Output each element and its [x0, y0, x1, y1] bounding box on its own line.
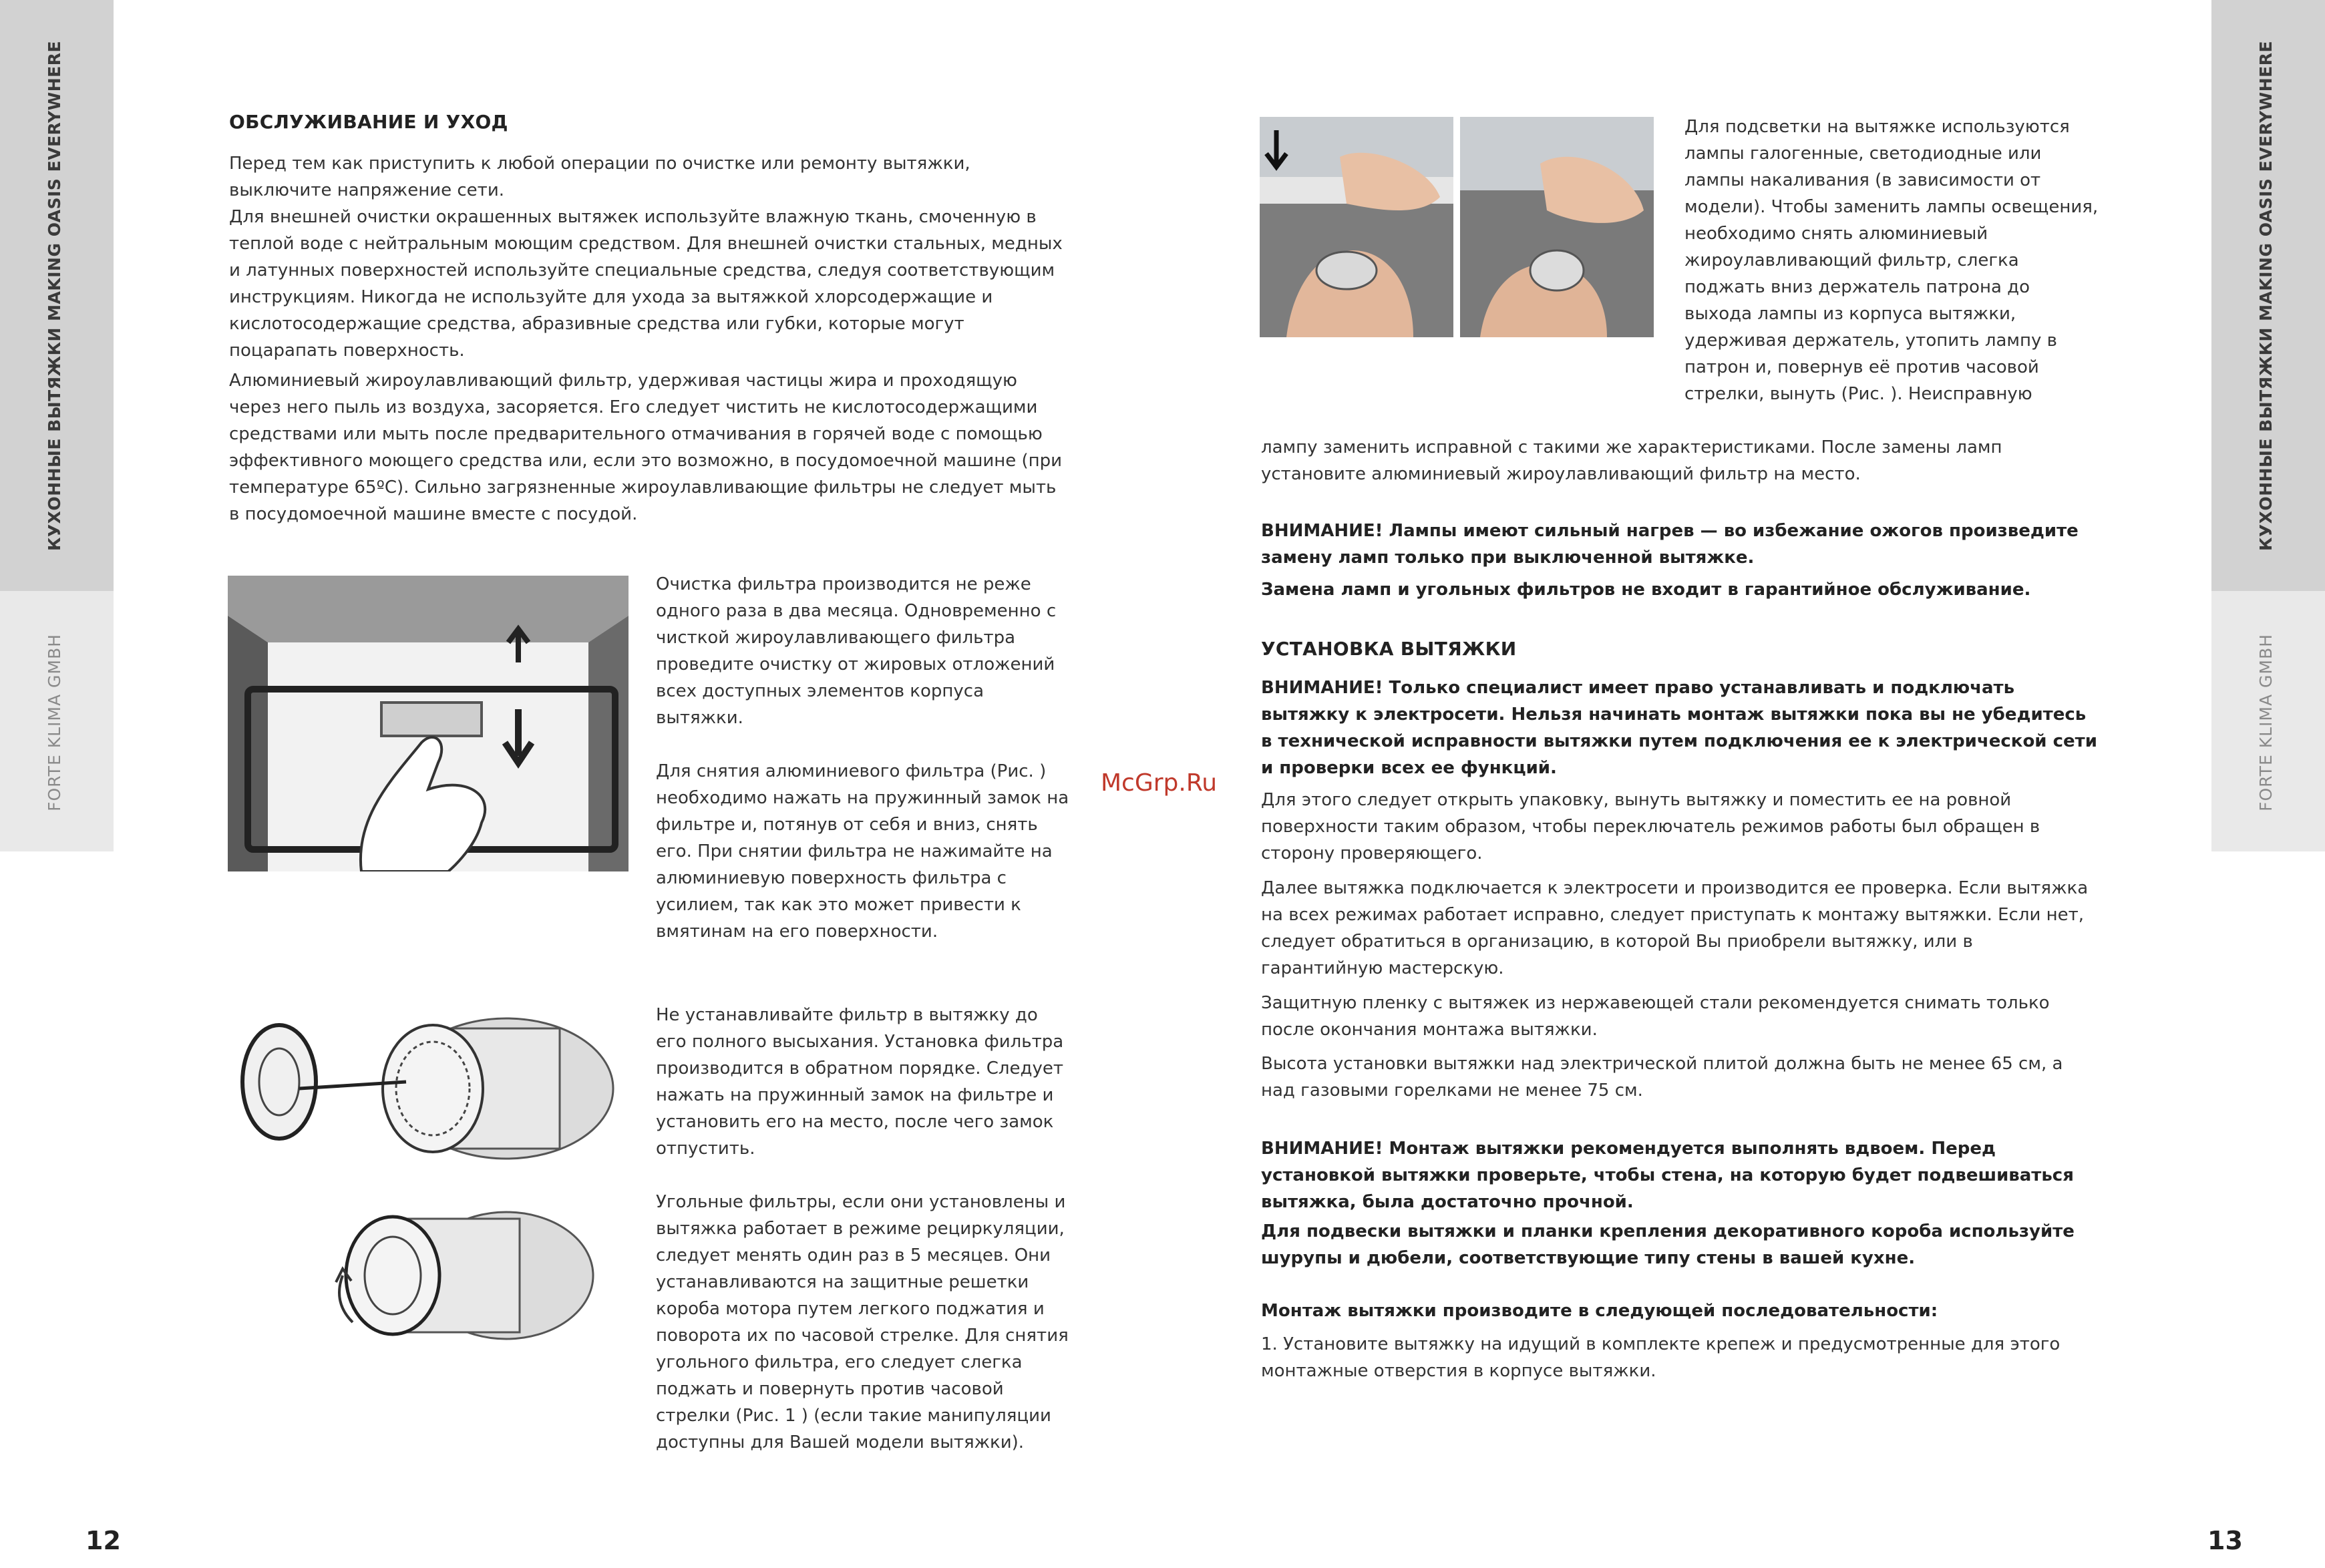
unpack-paragraph: Для этого следует открыть упаковку, вынуть вытяжку и поместить ее на ровной поверхности таким образом, чтобы переключатель режимов работы был обращен в сторону проверяющего.: [1261, 790, 2040, 863]
watermark-text: McGrp.Ru: [1101, 769, 1218, 797]
check-paragraph: Далее вытяжка подключается к электросети и производится ее проверка. Если вытяжка на всех режимах работает исправно, следует приступать к монтажу вытяжки. Если нет, следует обратиться в организацию, в которой Вы приобрели вытяжку, или в гарантийную мастерскую.: [1261, 878, 2089, 978]
page-number-right: 13: [2207, 1526, 2243, 1555]
lamp-heat-warning: ВНИМАНИЕ! Лампы имеют сильный нагрев — во избежание ожогов произведите замену ламп только при выключенной вытяжке.: [1261, 521, 2079, 568]
carbon-filter-illustration: [226, 988, 633, 1369]
installation-heading: УСТАНОВКА ВЫТЯЖКИ: [1261, 638, 1517, 660]
warranty-note: Замена ламп и угольных фильтров не входит в гарантийное обслуживание.: [1261, 580, 2031, 600]
specialist-warning: ВНИМАНИЕ! Только специалист имеет право устанавливать и подключать вытяжку к электросети. Нельзя начинать монтаж вытяжки пока вы не убедитесь в технической исправности вытяжки путем подключения ее к электрической сети и проверки всех ее функций.: [1261, 678, 2097, 778]
sequence-title: Монтаж вытяжки производите в следующей последовательности:: [1261, 1301, 1938, 1321]
filter-cleaning-paragraph: Алюминиевый жироулавливающий фильтр, удерживая частицы жира и проходящую через него пыль из воздуха, засоряется. Его следует чистить не кислотосодержащими средствами или мыть после предварительного отмачивания в горячей воде с помощью эффективного моющего средства или, если это возможно, в посудомоечной машине (при температуре 65ºС). Сильно загрязненные жироулавливающие фильтры не следует мыть в посудомоечной машине вместе с посудой.: [229, 371, 1063, 524]
maintenance-heading: ОБСЛУЖИВАНИЕ И УХОД: [229, 111, 508, 133]
lamp-replacement-continued: лампу заменить исправной с такими же характеристиками. После замены ламп установите алюминиевый жироулавливающий фильтр на место.: [1261, 437, 2002, 484]
left-sidebar-brand-text: КУХОННЫЕ ВЫТЯЖКИ MAKING OASIS EVERYWHERE: [45, 40, 64, 552]
installation-height-paragraph: Высота установки вытяжки над электрической плитой должна быть не менее 65 см, а над газовыми горелками не менее 75 см.: [1261, 1054, 2063, 1101]
lamp-replacement-photos: [1260, 117, 1654, 337]
two-person-warning: ВНИМАНИЕ! Монтаж вытяжки рекомендуется выполнять вдвоем. Перед установкой вытяжки проверьте, чтобы стена, на которую будет подвешиваться вытяжка, была достаточно прочной.: [1261, 1139, 2074, 1212]
right-sidebar-company-text: FORTE KLIMA GMBH: [2256, 634, 2276, 811]
installation-step-1: 1. Установите вытяжку на идущий в комплекте крепеж и предусмотренные для этого монтажные отверстия в корпусе вытяжки.: [1261, 1334, 2061, 1381]
carbon-filter-text: Угольные фильтры, если они установлены и вытяжка работает в режиме рециркуляции, следует менять один раз в 5 месяцев. Они устанавливаются на защитные решетки короба мотора путем легкого поджатия и поворота их по часовой стрелке. Для снятия угольного фильтра, его следует слегка поджать и повернуть против часовой стрелки (Рис. 1 ) (если такие манипуляции доступны для Вашей модели вытяжки).: [656, 1192, 1069, 1452]
screws-note: Для подвески вытяжки и планки крепления декоративного короба используйте шурупы и дюбели, соответствующие типу стены в вашей кухне.: [1261, 1221, 2075, 1268]
lamp-replacement-text: Для подсветки на вытяжке используются лампы галогенные, светодиодные или лампы накаливания (в зависимости от модели). Чтобы заменить лампы освещения, необходимо снять алюминиевый жироулавливающий фильтр, слегка поджать вниз держатель патрона до выхода лампы из корпуса вытяжки, удерживая держатель, утопить лампу в патрон и, повернув её против часовой стрелки, вынуть (Рис. ). Неисправную: [1684, 117, 2099, 404]
filter-removal-illustration: [228, 576, 629, 871]
protective-film-paragraph: Защитную пленку с вытяжек из нержавеющей стали рекомендуется снимать только после окончания монтажа вытяжки.: [1261, 993, 2050, 1040]
exterior-cleaning-paragraph: Для внешней очистки окрашенных вытяжек используйте влажную ткань, смоченную в теплой воде с нейтральным моющим средством. Для внешней очистки стальных, медных и латунных поверхностей используйте специальные средства, следуя соответствующим инструкциям. Никогда не используйте для ухода за вытяжкой хлорсодержащие и кислотосодержащие средства, абразивные средства или губки, которые могут поцарапать поверхность.: [229, 207, 1063, 361]
filter-install-text: Не устанавливайте фильтр в вытяжку до его полного высыхания. Установка фильтра производится в обратном порядке. Следует нажать на пружинный замок на фильтре и установить его на место, после чего замок отпустить.: [656, 1005, 1064, 1159]
filter-removal-text: Для снятия алюминиевого фильтра (Рис. ) необходимо нажать на пружинный замок на фильтре и, потянув от себя и вниз, снять его. При снятии фильтра не нажимайте на алюминиевую поверхность фильтра с усилием, так как это может привести к вмятинам на его поверхности.: [656, 761, 1069, 942]
right-sidebar-brand-text: КУХОННЫЕ ВЫТЯЖКИ MAKING OASIS EVERYWHERE: [2256, 40, 2276, 552]
page-number-left: 12: [85, 1526, 121, 1555]
filter-clean-frequency-text: Очистка фильтра производится не реже одного раза в два месяца. Одновременно с чисткой жироулавливающего фильтра проведите очистку от жировых отложений всех доступных элементов корпуса вытяжки.: [656, 574, 1057, 728]
maintenance-intro: Перед тем как приступить к любой операции по очистке или ремонту вытяжки, выключите напряжение сети.: [229, 154, 970, 200]
left-sidebar-company-text: FORTE KLIMA GMBH: [45, 634, 64, 811]
